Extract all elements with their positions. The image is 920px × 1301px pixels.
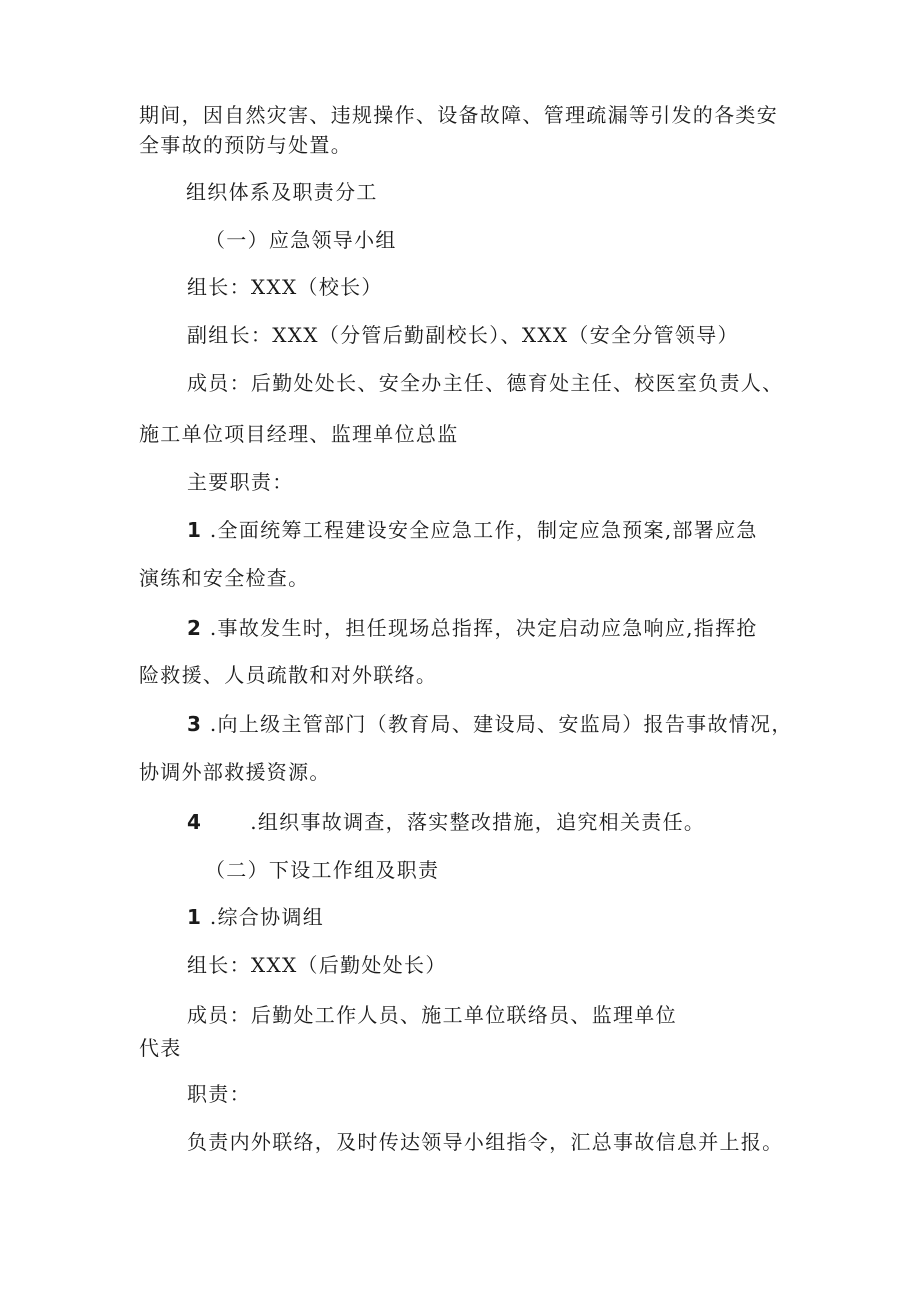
workgroups-heading: （二）下设工作组及职责 — [205, 858, 440, 882]
duty-item-3-text: .向上级主管部门（教育局、建设局、安监局）报告事故情况， — [209, 712, 793, 736]
leadership-members-line-1: 成员：后勤处处长、安全办主任、德育处主任、校医室负责人、 — [187, 371, 784, 395]
duty-item-1-line-2: 演练和安全检查。 — [139, 566, 310, 590]
duty-item-2-text: .事故发生时，担任现场总指挥，决定启动应急响应,指挥抢 — [209, 616, 758, 640]
duties-label: 主要职责： — [187, 470, 294, 494]
group-1-members-line-2: 代表 — [139, 1036, 182, 1060]
duty-item-2-line-2: 险救援、人员疏散和对外联络。 — [139, 663, 438, 687]
leadership-heading: （一）应急领导小组 — [205, 228, 397, 252]
duty-item-2-number: 2 — [187, 616, 203, 640]
duty-item-3-number: 3 — [187, 712, 203, 736]
duty-item-2-line-1 — [187, 614, 758, 642]
group-1-duty-text: 负责内外联络，及时传达领导小组指令，汇总事故信息并上报。 — [187, 1130, 784, 1154]
group-1-title — [187, 903, 324, 931]
duty-item-1-number: 1 — [187, 518, 203, 542]
leadership-deputy: 副组长：XXX（分管后勤副校长）、XXX（安全分管领导） — [187, 323, 739, 347]
duty-item-1-text: .全面统筹工程建设安全应急工作，制定应急预案,部署应急 — [209, 518, 758, 542]
group-1-duty-label: 职责： — [187, 1082, 251, 1106]
section-title: 组织体系及职责分工 — [186, 180, 378, 204]
leadership-leader: 组长：XXX（校长） — [187, 275, 383, 299]
intro-line-1: 期间，因自然灾害、违规操作、设备故障、管理疏漏等引发的各类安 — [139, 103, 778, 127]
duty-item-4-text: .组织事故调查，落实整改措施，追究相关责任。 — [250, 810, 706, 834]
group-1-title-text: .综合协调组 — [209, 905, 325, 929]
group-1-members-line-1: 成员：后勤处工作人员、施工单位联络员、监理单位 — [187, 1003, 677, 1027]
duty-item-4-number: 4 — [187, 810, 203, 834]
duty-item-4-line-1 — [187, 808, 705, 836]
duty-item-1-line-1 — [187, 516, 758, 544]
group-1-leader: 组长：XXX（后勤处处长） — [187, 953, 447, 977]
duty-item-3-line-1 — [187, 710, 793, 738]
duty-item-3-line-2: 协调外部救援资源。 — [139, 760, 331, 784]
leadership-members-line-2: 施工单位项目经理、监理单位总监 — [139, 422, 459, 446]
group-1-number: 1 — [187, 905, 203, 929]
intro-line-2: 全事故的预防与处置。 — [139, 133, 352, 157]
